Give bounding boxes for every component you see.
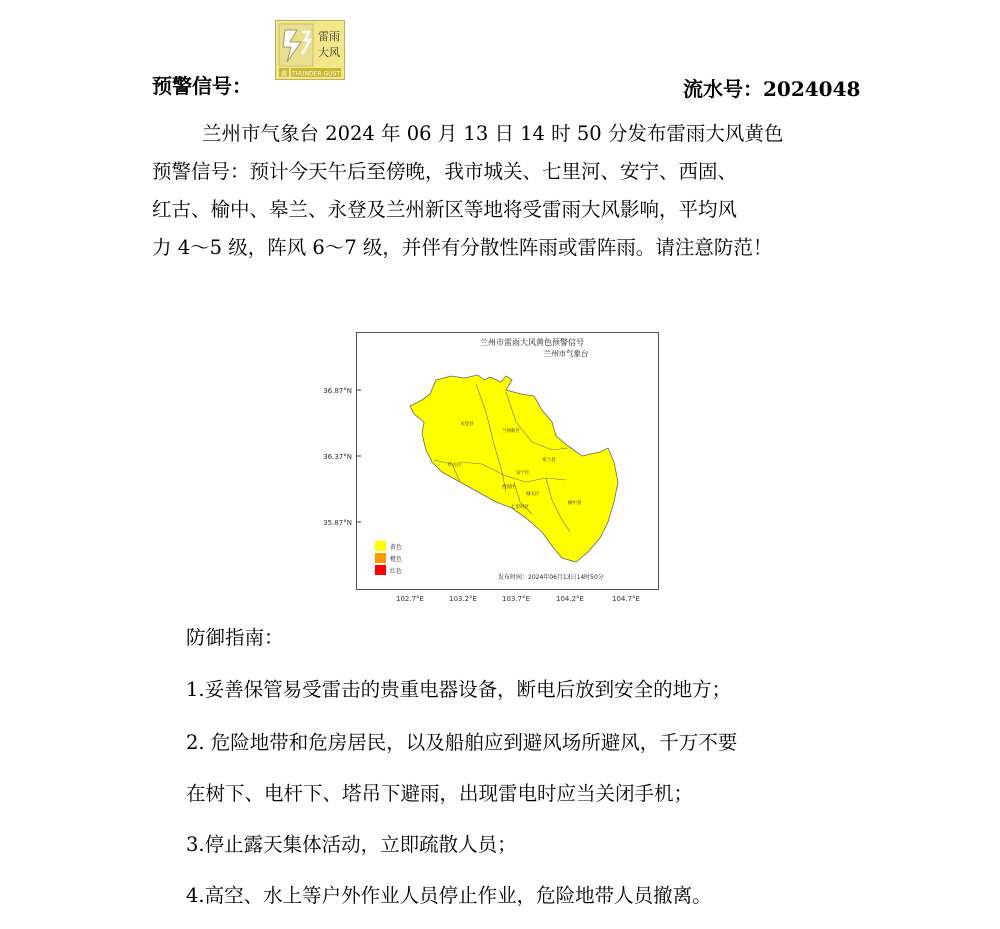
legend-label: 黄色 (390, 544, 403, 551)
county-label: 城关区 (526, 492, 540, 497)
guide-item: 3.停止露天集体活动，立即疏散人员； (186, 833, 517, 856)
paragraph-line: 力 4～5 级，阵风 6～7 级，并伴有分散性阵雨或雷阵雨。请注意防范！ (152, 236, 773, 259)
badge-line1: 雷雨 (318, 30, 340, 43)
paragraph-line: 红古、榆中、皋兰、永登及兰州新区等地将受雷雨大风影响，平均风 (152, 198, 738, 221)
y-tick-label: 36.37°N (323, 453, 352, 461)
badge-english: THUNDER GUST (291, 70, 341, 78)
x-axis-labels (380, 590, 660, 606)
x-tick-label: 104.2°E (556, 595, 584, 603)
county-label: 七里河区 (511, 505, 529, 510)
legend-swatch-yellow (375, 541, 386, 551)
serial-label: 流水号： (683, 77, 763, 101)
county-label: 永登县 (460, 422, 474, 427)
legend-swatch-orange (375, 553, 386, 563)
paragraph-line: 预警信号：预计今天午后至傍晚，我市城关、七里河、安宁、西固、 (152, 160, 738, 183)
badge-line2: 大风 (318, 46, 340, 59)
legend-label: 红色 (390, 568, 403, 575)
legend-swatch-red (375, 565, 386, 575)
x-tick-label: 104.7°E (612, 595, 640, 603)
x-tick-label: 103.7°E (502, 595, 530, 603)
county-label: 红古区 (448, 463, 462, 468)
map-title: 兰州市雷雨大风黄色预警信号 (480, 338, 584, 347)
county-label: 榆中县 (568, 501, 582, 506)
paragraph-line: 兰州市气象台 2024 年 06 月 13 日 14 时 50 分发布雷雨大风黄色 (202, 122, 784, 145)
guide-item: 在树下、电杆下、塔吊下避雨，出现雷电时应当关闭手机； (186, 782, 694, 805)
x-tick-label: 103.2°E (449, 595, 477, 603)
x-tick-label: 102.7°E (396, 595, 424, 603)
county-label: 皋兰县 (542, 458, 556, 463)
warning-map (356, 332, 659, 590)
serial-row (683, 73, 860, 102)
map-subtitle: 兰州市气象台 (543, 349, 589, 358)
badge-level: 黄 (280, 70, 288, 78)
serial-number: 2024048 (763, 77, 861, 101)
legend-label: 橙色 (390, 556, 403, 563)
guide-item: 4.高空、水上等户外作业人员停止作业，危险地带人员撤离。 (186, 884, 712, 907)
guide-item: 1.妥善保管易受雷击的贵重电器设备，断电后放到安全的地方； (186, 678, 732, 701)
guide-item: 2. 危险地带和危房居民，以及船舶应到避风场所避风，千万不要 (186, 731, 738, 754)
county-label: 西固区 (502, 485, 516, 490)
warning-badge-icon (275, 20, 345, 80)
y-axis-labels (300, 380, 356, 530)
county-label: 安宁区 (516, 471, 530, 476)
guide-title: 防御指南： (186, 626, 284, 649)
signal-label: 预警信号： (152, 74, 252, 98)
y-tick-label: 36.87°N (323, 387, 352, 395)
y-tick-label: 35.87°N (323, 519, 352, 527)
county-label: 兰州新区 (502, 429, 520, 434)
warning-paragraph (152, 115, 852, 267)
issue-time: 发布时间：2024年06月13日14时50分 (498, 574, 604, 581)
